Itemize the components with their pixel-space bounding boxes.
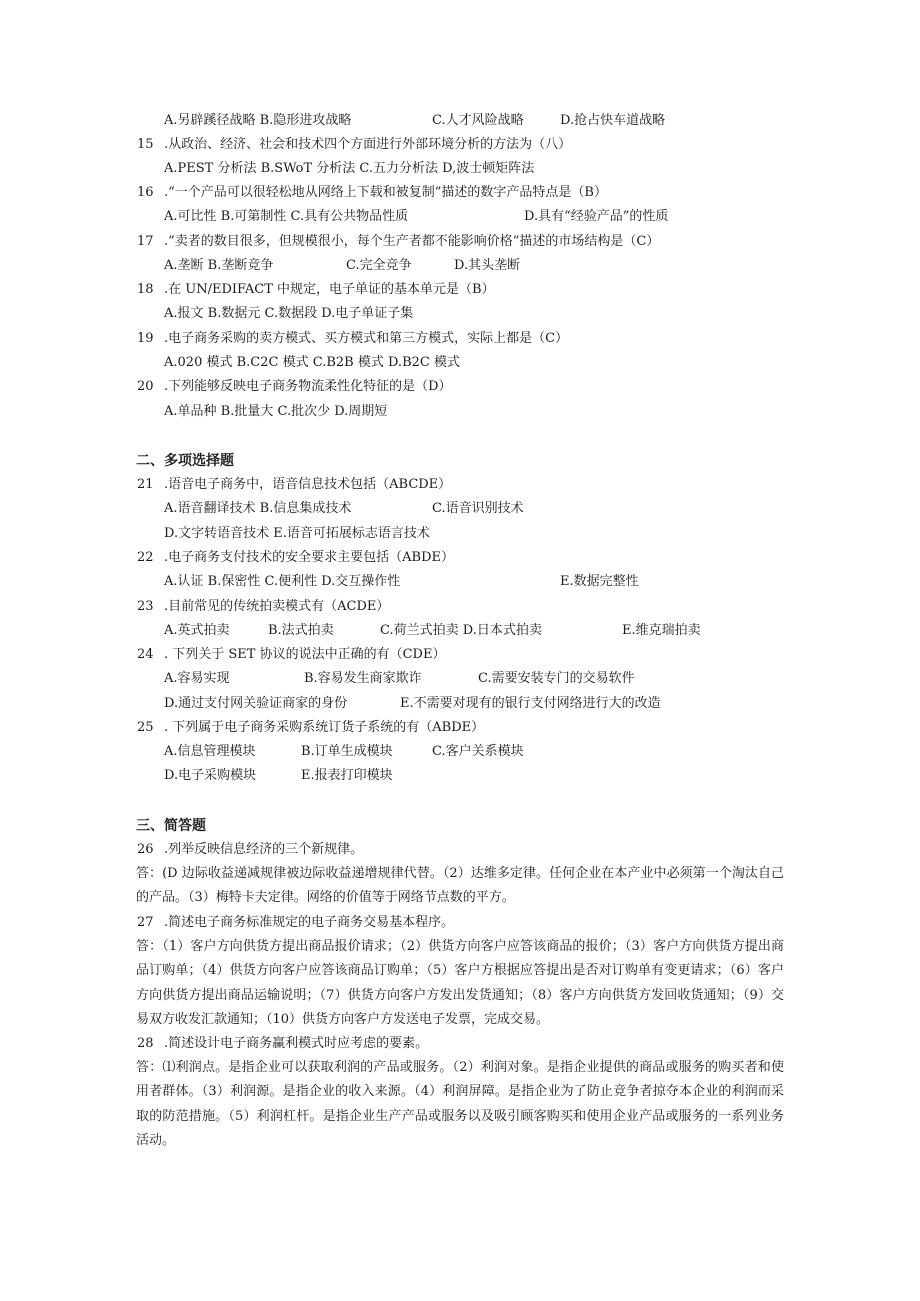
q14-option-d: D.抢占快车道战略 bbox=[560, 113, 666, 128]
q21-text: .语音电子商务中，语音信息技术包括（ABCDE） bbox=[164, 477, 452, 492]
q15-text: .从政治、经济、社会和技术四个方面进行外部环境分析的方法为（八） bbox=[164, 137, 572, 152]
q25-option-c: C.客户关系模块 bbox=[432, 744, 524, 759]
q25-text: . 下列属于电子商务采购系统订货子系统的有（ABDE） bbox=[164, 720, 485, 735]
q23-number: 23 bbox=[137, 599, 154, 614]
q25-option-b: B.订单生成模块 bbox=[301, 744, 393, 759]
q21-option-c: C.语音识别技术 bbox=[432, 501, 524, 516]
section2-heading: 二、多项选择题 bbox=[136, 453, 234, 469]
q19-number: 19 bbox=[137, 331, 154, 346]
q16-option-d: D.具有“经验产品”的性质 bbox=[524, 209, 669, 224]
section3-heading: 三、简答题 bbox=[136, 818, 206, 834]
q21-options-ab: A.语音翻译技术 B.信息集成技术 bbox=[164, 501, 352, 516]
q20-text: .下列能够反映电子商务物流柔性化特征的是（D） bbox=[164, 379, 452, 394]
q17-option-c: C.完全竞争 bbox=[346, 258, 412, 273]
q15-number: 15 bbox=[137, 137, 154, 152]
q27-number: 27 bbox=[137, 915, 154, 930]
q14-option-ab: A.另辟蹊径战略 B.隐形进攻战略 bbox=[164, 113, 352, 128]
q18-number: 18 bbox=[137, 282, 154, 297]
q23-option-e: E.维克瑞拍卖 bbox=[622, 623, 701, 638]
q20-number: 20 bbox=[137, 379, 154, 394]
q18-options: A.报文 B.数据元 C.数据段 D.电子单证子集 bbox=[164, 306, 414, 321]
q26-number: 26 bbox=[137, 842, 154, 857]
q24-option-c: C.需要安装专门的交易软件 bbox=[478, 671, 635, 686]
q26-text: .列举反映信息经济的三个新规律。 bbox=[164, 842, 364, 857]
q21-options-de: D.文字转语音技术 E.语音可拓展标志语言技术 bbox=[164, 526, 430, 541]
q17-option-d: D.其头垄断 bbox=[454, 258, 521, 273]
q22-option-e: E.数据完整性 bbox=[560, 574, 639, 589]
q21-number: 21 bbox=[137, 477, 154, 492]
q22-options-abcd: A.认证 B.保密性 C.便利性 D.交互操作性 bbox=[164, 574, 401, 589]
q16-text: .“一个产品可以很轻松地从网络上下载和被复制”描述的数字产品特点是（B） bbox=[164, 185, 607, 200]
q22-number: 22 bbox=[137, 550, 154, 565]
q24-text: . 下列关于 SET 协议的说法中正确的有（CDE） bbox=[164, 647, 446, 662]
q18-text: .在 UN/EDIFACT 中规定，电子单证的基本单元是（B） bbox=[164, 282, 495, 297]
q14-option-c: C.人才风险战略 bbox=[432, 113, 524, 128]
q16-options-abc: A.可比性 B.可第制性 C.具有公共物品性质 bbox=[164, 209, 409, 224]
q26-answer: 答：(D 边际收益递减规律被边际收益递增规律代替。（2）达维多定律。任何企业在本产业中必须第一个淘汰自己的产品。（3）梅特卡夫定律。网络的价值等于网络节点数的平方。 bbox=[136, 866, 784, 906]
q25-number: 25 bbox=[137, 720, 154, 735]
q17-options-ab: A.垄断 B.垄断竞争 bbox=[164, 258, 274, 273]
q24-option-b: B.容易发生商家欺诈 bbox=[304, 671, 422, 686]
q24-option-e: E.不需要对现有的银行支付网络进行大的改造 bbox=[400, 696, 661, 711]
q28-text: .简述设计电子商务赢利模式时应考虑的要素。 bbox=[164, 1036, 429, 1051]
q27-answer: 答：（1）客户方向供货方提出商品报价请求；（2）供货方向客户应答该商品的报价；（3）客户方向供货方提出商品订购单；（4）供货方向客户应答该商品订购单；（5）客户方根据应答提出是否对订购单有变更请求；（6）客户方向供货方提出商品运输说明；（7）供货方向客户方发出发货通知；（8）客户方向供货方发回收货通知；（9）交易双方收发汇款通知；（10）供货方向客户方发送电子发票，完成交易。 bbox=[136, 939, 784, 1027]
q17-number: 17 bbox=[137, 234, 154, 249]
q28-answer: 答：⑴利润点。是指企业可以获取利润的产品或服务。（2）利润对象。是指企业提供的商品或服务的购买者和使用者群体。（3）利润源。是指企业的收入来源。（4）利润屏障。是指企业为了防止竞争者掠夺本企业的利润而采取的防范措施。（5）利润杠杆。是指企业生产产品或服务以及吸引顾客购买和使用企业产品或服务的一系列业务活动。 bbox=[136, 1060, 784, 1148]
q23-option-b: B.法式拍卖 bbox=[268, 623, 334, 638]
q24-option-a: A.容易实现 bbox=[164, 671, 230, 686]
q23-options-cd: C.荷兰式拍卖 D.日本式拍卖 bbox=[380, 623, 542, 638]
q20-options: A.单品种 B.批量大 C.批次少 D.周期短 bbox=[164, 404, 388, 419]
q22-text: .电子商务支付技术的安全要求主要包括（ABDE） bbox=[164, 550, 454, 565]
q19-options: A.020 模式 B.C2C 模式 C.B2B 模式 D.B2C 模式 bbox=[164, 355, 460, 370]
q25-option-a: A.信息管理模块 bbox=[164, 744, 256, 759]
q23-option-a: A.英式拍卖 bbox=[164, 623, 230, 638]
q17-text: .”卖者的数目很多，但规模很小，每个生产者都不能影响价格”描述的市场结构是（C） bbox=[164, 234, 660, 249]
q28-number: 28 bbox=[137, 1036, 154, 1051]
q23-text: .目前常见的传统拍卖模式有（ACDE） bbox=[164, 599, 390, 614]
q25-option-d: D.电子采购模块 bbox=[164, 768, 257, 783]
q19-text: .电子商务采购的卖方模式、买方模式和第三方模式，实际上都是（C） bbox=[164, 331, 569, 346]
q24-number: 24 bbox=[137, 647, 154, 662]
q24-option-d: D.通过支付网关验证商家的身份 bbox=[164, 696, 348, 711]
q25-option-e: E.报表打印模块 bbox=[301, 768, 393, 783]
q16-number: 16 bbox=[137, 185, 154, 200]
q27-text: .简述电子商务标准规定的电子商务交易基本程序。 bbox=[164, 915, 455, 930]
q15-options: A.PEST 分析法 B.SWoT 分析法 C.五力分析法 D,波士顿矩阵法 bbox=[164, 161, 535, 176]
